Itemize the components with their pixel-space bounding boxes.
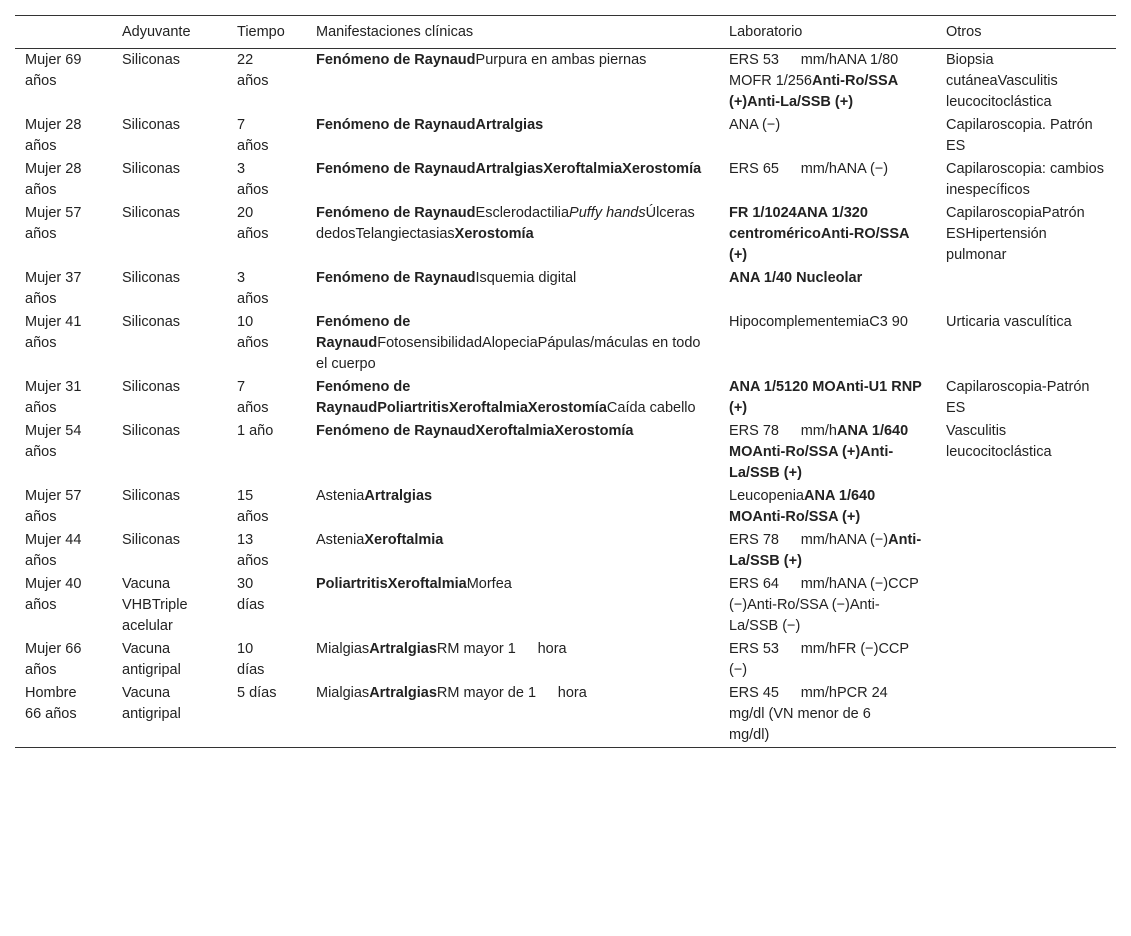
- cell-adyuvante: [112, 267, 227, 311]
- cell-tiempo: [227, 202, 306, 267]
- cell-paciente: [15, 202, 112, 267]
- cell-laboratorio: [719, 485, 936, 529]
- cell-paciente: [15, 49, 112, 115]
- cell-paciente: [15, 114, 112, 158]
- cell-adyuvante: [112, 49, 227, 115]
- cell-paciente: [15, 420, 112, 485]
- table-row: [15, 311, 1116, 376]
- cell-manifestaciones-segment: Úlceras dedosTelangiectasias: [316, 205, 695, 242]
- cell-adyuvante: [112, 485, 227, 529]
- cell-otros-text: Vasculitis leucocitoclástica: [946, 423, 1052, 460]
- cell-paciente: [15, 682, 112, 748]
- cell-manifestaciones: [306, 311, 719, 376]
- cell-laboratorio-segment: ERS 53 mm/hFR (−)CCP (−): [729, 641, 909, 678]
- cell-tiempo: [227, 573, 306, 638]
- cell-paciente-text: Mujer 40 años: [25, 576, 82, 613]
- cell-otros: [936, 202, 1116, 267]
- cell-otros: [936, 420, 1116, 485]
- cell-otros-text: Capilaroscopia. Patrón ES: [946, 117, 1093, 154]
- cell-paciente-text: Mujer 28 años: [25, 161, 82, 198]
- cell-tiempo: [227, 158, 306, 202]
- cell-paciente-text: Hombre 66 años: [25, 685, 77, 722]
- cell-tiempo-text: 10 años: [237, 314, 269, 351]
- cell-manifestaciones-segment: Caída cabello: [606, 400, 696, 416]
- cell-manifestaciones-segment: Artralgias: [369, 685, 437, 701]
- table-header-row: [15, 16, 1116, 49]
- cell-laboratorio-segment: ERS 64 mm/hANA (−)CCP (−)Anti-Ro/SSA (−)Anti-La/SSB (−): [729, 576, 919, 634]
- cell-adyuvante: [112, 376, 227, 420]
- cell-paciente-text: Mujer 54 años: [25, 423, 82, 460]
- cell-laboratorio-segment: ERS 53 mm/hANA 1/80 MOFR 1/256: [729, 52, 899, 89]
- cell-manifestaciones-segment: Fenómeno de RaynaudArtralgiasXeroftalmiaXerostomía: [316, 161, 702, 177]
- cell-laboratorio-segment: Anti-Ro/SSA (+)Anti-La/SSB (+): [729, 73, 898, 110]
- cell-paciente: [15, 485, 112, 529]
- cell-tiempo: [227, 376, 306, 420]
- cell-adyuvante: [112, 638, 227, 682]
- cell-tiempo-text: 22 años: [237, 52, 269, 89]
- cell-manifestaciones-segment: Fenómeno de Raynaud: [316, 52, 476, 68]
- cell-manifestaciones: [306, 49, 719, 115]
- cell-adyuvante: [112, 573, 227, 638]
- cell-paciente: [15, 267, 112, 311]
- cell-paciente: [15, 311, 112, 376]
- cell-laboratorio-segment: ERS 45 mm/hPCR 24 mg/dl (VN menor de 6 mg/dl): [729, 685, 910, 743]
- cell-otros: [936, 114, 1116, 158]
- cell-laboratorio-segment: Anti-La/SSB (+): [729, 532, 922, 569]
- cell-adyuvante-text: Siliconas: [122, 488, 181, 504]
- table-row: [15, 638, 1116, 682]
- table-row: [15, 49, 1116, 115]
- cell-tiempo: [227, 114, 306, 158]
- cell-laboratorio: [719, 311, 936, 376]
- cell-otros: [936, 638, 1116, 682]
- cell-manifestaciones-segment: Fenómeno de RaynaudArtralgias: [316, 117, 544, 133]
- cell-otros-text: Biopsia cutáneaVasculitis leucocitoclástica: [946, 52, 1058, 110]
- cell-paciente-text: Mujer 57 años: [25, 488, 82, 525]
- cell-otros: [936, 485, 1116, 529]
- cell-tiempo-text: 1 año: [237, 423, 274, 439]
- cell-manifestaciones-segment: Mialgias: [316, 685, 370, 701]
- cell-laboratorio-segment: ERS 78 mm/h: [729, 423, 837, 439]
- cell-adyuvante-text: Siliconas: [122, 532, 181, 548]
- cell-tiempo-text: 3 años: [237, 270, 269, 307]
- cell-otros: [936, 267, 1116, 311]
- cell-laboratorio: [719, 376, 936, 420]
- cell-adyuvante: [112, 158, 227, 202]
- cell-paciente-text: Mujer 44 años: [25, 532, 82, 569]
- table-row: [15, 114, 1116, 158]
- cell-tiempo: [227, 420, 306, 485]
- cell-otros: [936, 573, 1116, 638]
- cell-otros-text: CapilaroscopiaPatrón ESHipertensión pulmonar: [946, 205, 1085, 263]
- cell-manifestaciones: [306, 485, 719, 529]
- cell-otros: [936, 682, 1116, 748]
- header-laboratorio: Laboratorio: [729, 24, 803, 40]
- cell-manifestaciones-segment: FotosensibilidadAlopeciaPápulas/máculas en todo el cuerpo: [316, 335, 701, 372]
- cell-laboratorio: [719, 573, 936, 638]
- cell-manifestaciones: [306, 376, 719, 420]
- cell-laboratorio-segment: Leucopenia: [729, 488, 804, 504]
- cell-paciente-text: Mujer 57 años: [25, 205, 82, 242]
- cell-paciente-text: Mujer 37 años: [25, 270, 82, 307]
- cell-laboratorio: [719, 267, 936, 311]
- header-tiempo: Tiempo: [237, 24, 285, 40]
- table-row: [15, 529, 1116, 573]
- cell-manifestaciones-segment: Astenia: [316, 532, 365, 548]
- cell-manifestaciones-segment: PoliartritisXeroftalmia: [316, 576, 467, 592]
- cell-tiempo-text: 7 años: [237, 117, 269, 154]
- cell-manifestaciones-segment: Xerostomía: [454, 226, 534, 242]
- table-row: [15, 573, 1116, 638]
- cell-manifestaciones: [306, 158, 719, 202]
- cell-manifestaciones: [306, 202, 719, 267]
- cell-tiempo-text: 30 días: [237, 576, 265, 613]
- table-row: [15, 267, 1116, 311]
- cell-paciente: [15, 376, 112, 420]
- cell-tiempo-text: 7 años: [237, 379, 269, 416]
- cell-manifestaciones-segment: Morfea: [466, 576, 512, 592]
- cell-manifestaciones: [306, 682, 719, 748]
- cell-paciente-text: Mujer 31 años: [25, 379, 82, 416]
- cell-laboratorio-segment: ANA 1/5120 MOAnti-U1 RNP (+): [729, 379, 922, 416]
- cell-laboratorio-segment: HipocomplementemiaC3 90: [729, 314, 908, 330]
- cell-tiempo: [227, 638, 306, 682]
- header-paciente: [15, 16, 112, 49]
- cell-paciente: [15, 638, 112, 682]
- cell-adyuvante-text: Siliconas: [122, 205, 181, 221]
- cell-manifestaciones-segment: Fenómeno de RaynaudPoliartritisXeroftalmiaXerostomía: [316, 379, 607, 416]
- cell-tiempo-text: 3 años: [237, 161, 269, 198]
- cell-laboratorio: [719, 158, 936, 202]
- header-manifestaciones: Manifestaciones clínicas: [316, 24, 474, 40]
- cell-manifestaciones-segment: Xeroftalmia: [364, 532, 444, 548]
- cell-manifestaciones-segment: Artralgias: [369, 641, 437, 657]
- cell-tiempo: [227, 529, 306, 573]
- cell-adyuvante-text: Siliconas: [122, 314, 181, 330]
- cell-manifestaciones-segment: RM mayor 1 hora: [436, 641, 567, 657]
- cell-laboratorio: [719, 202, 936, 267]
- table-row: [15, 202, 1116, 267]
- cell-tiempo-text: 13 años: [237, 532, 269, 569]
- cell-adyuvante-text: Vacuna antigripal: [122, 641, 181, 678]
- cell-otros: [936, 376, 1116, 420]
- cell-otros: [936, 158, 1116, 202]
- cell-manifestaciones-segment: Fenómeno de Raynaud: [316, 270, 476, 286]
- cell-adyuvante-text: Siliconas: [122, 379, 181, 395]
- cell-paciente-text: Mujer 41 años: [25, 314, 82, 351]
- cell-manifestaciones-segment: RM mayor de 1 hora: [436, 685, 587, 701]
- cell-manifestaciones-segment: Mialgias: [316, 641, 370, 657]
- cell-manifestaciones: [306, 638, 719, 682]
- cell-manifestaciones: [306, 114, 719, 158]
- cell-adyuvante: [112, 311, 227, 376]
- cell-otros-text: Capilaroscopia: cambios inespecíficos: [946, 161, 1104, 198]
- cell-laboratorio: [719, 49, 936, 115]
- cell-otros: [936, 311, 1116, 376]
- cell-tiempo: [227, 49, 306, 115]
- cell-tiempo-text: 20 años: [237, 205, 269, 242]
- cell-adyuvante-text: Siliconas: [122, 52, 181, 68]
- cell-manifestaciones-segment: Fenómeno de Raynaud: [316, 314, 411, 351]
- table-row: [15, 485, 1116, 529]
- cell-manifestaciones-segment: Astenia: [316, 488, 365, 504]
- cell-laboratorio-segment: ANA 1/640 MOAnti-Ro/SSA (+)Anti-La/SSB (+): [729, 423, 909, 481]
- cell-manifestaciones-segment: Puffy hands: [569, 205, 646, 221]
- cell-manifestaciones: [306, 529, 719, 573]
- cell-paciente-text: Mujer 28 años: [25, 117, 82, 154]
- cell-paciente: [15, 158, 112, 202]
- cell-otros: [936, 529, 1116, 573]
- cell-adyuvante-text: Siliconas: [122, 270, 181, 286]
- cell-adyuvante: [112, 529, 227, 573]
- cell-paciente-text: Mujer 66 años: [25, 641, 82, 678]
- cell-laboratorio-segment: ANA 1/640 MOAnti-Ro/SSA (+): [729, 488, 876, 525]
- table-body: [15, 49, 1116, 748]
- table-row: [15, 376, 1116, 420]
- table-row: [15, 420, 1116, 485]
- cell-laboratorio-segment: ERS 65 mm/hANA (−): [729, 161, 889, 177]
- cell-adyuvante-text: Vacuna antigripal: [122, 685, 181, 722]
- cell-tiempo: [227, 682, 306, 748]
- cell-manifestaciones-segment: Purpura en ambas piernas: [475, 52, 647, 68]
- table-row: [15, 682, 1116, 748]
- cell-tiempo: [227, 267, 306, 311]
- header-otros: Otros: [946, 24, 982, 40]
- header-adyuvante: Adyuvante: [122, 24, 191, 40]
- cell-otros: [936, 49, 1116, 115]
- cell-laboratorio: [719, 114, 936, 158]
- cell-adyuvante-text: Siliconas: [122, 161, 181, 177]
- cell-laboratorio-segment: ANA (−): [729, 117, 781, 133]
- cell-tiempo: [227, 311, 306, 376]
- cell-adyuvante: [112, 420, 227, 485]
- cell-laboratorio: [719, 420, 936, 485]
- cell-paciente-text: Mujer 69 años: [25, 52, 82, 89]
- cell-manifestaciones-segment: Fenómeno de RaynaudXeroftalmiaXerostomía: [316, 423, 634, 439]
- cell-tiempo-text: 5 días: [237, 685, 277, 701]
- cell-manifestaciones-segment: Artralgias: [364, 488, 433, 504]
- cell-adyuvante-text: Siliconas: [122, 117, 181, 133]
- cell-manifestaciones-segment: Fenómeno de Raynaud: [316, 205, 476, 221]
- cell-laboratorio: [719, 638, 936, 682]
- cell-laboratorio-segment: ERS 78 mm/hANA (−): [729, 532, 889, 548]
- clinical-cases-table: [15, 15, 1116, 748]
- cell-tiempo-text: 15 años: [237, 488, 269, 525]
- cell-laboratorio: [719, 529, 936, 573]
- cell-adyuvante: [112, 202, 227, 267]
- cell-manifestaciones: [306, 573, 719, 638]
- cell-adyuvante-text: Siliconas: [122, 423, 181, 439]
- cell-laboratorio-segment: ANA 1/40 Nucleolar: [729, 270, 863, 286]
- cell-laboratorio: [719, 682, 936, 748]
- cell-manifestaciones: [306, 420, 719, 485]
- cell-paciente: [15, 573, 112, 638]
- cell-paciente: [15, 529, 112, 573]
- cell-laboratorio-segment: FR 1/1024ANA 1/320 centroméricoAnti-RO/SSA (+): [729, 205, 909, 263]
- cell-otros-text: Urticaria vasculítica: [946, 314, 1072, 330]
- cell-adyuvante: [112, 682, 227, 748]
- cell-manifestaciones-segment: Isquemia digital: [475, 270, 577, 286]
- cell-manifestaciones: [306, 267, 719, 311]
- cell-adyuvante-text: Vacuna VHBTriple acelular: [122, 576, 188, 634]
- cell-tiempo: [227, 485, 306, 529]
- table-row: [15, 158, 1116, 202]
- cell-otros-text: Capilaroscopia-Patrón ES: [946, 379, 1090, 416]
- cell-manifestaciones-segment: Esclerodactilia: [475, 205, 570, 221]
- cell-tiempo-text: 10 días: [237, 641, 265, 678]
- cell-adyuvante: [112, 114, 227, 158]
